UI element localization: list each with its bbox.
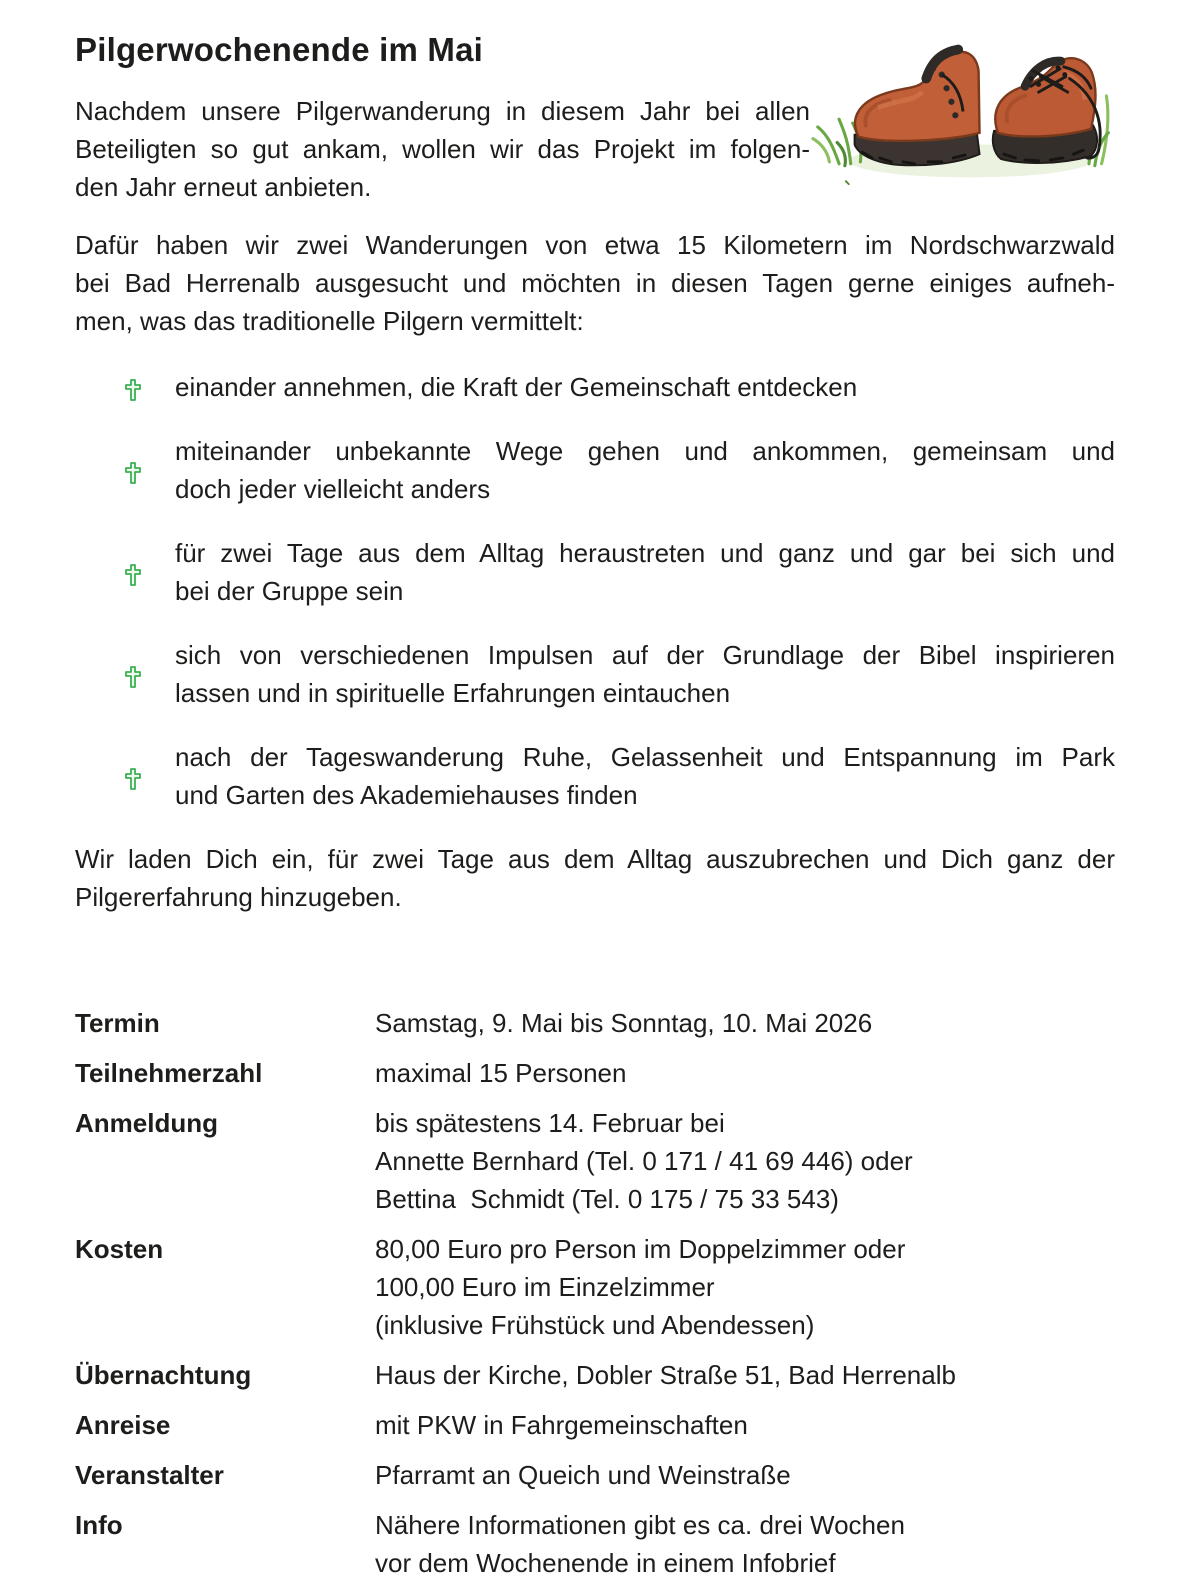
detail-label: Übernachtung: [75, 1360, 252, 1390]
detail-row: [75, 1004, 1115, 1042]
bullet-item: [75, 738, 1115, 814]
detail-row: [75, 1230, 1115, 1344]
detail-label: Anreise: [75, 1410, 171, 1440]
detail-label: Termin: [75, 1008, 160, 1038]
detail-value: mit PKW in Fahrgemeinschaften: [375, 1410, 748, 1440]
details-table: [75, 1004, 1115, 1582]
detail-value: Samstag, 9. Mai bis Sonntag, 10. Mai 2026: [375, 1008, 873, 1038]
detail-label: Anmeldung: [75, 1108, 218, 1138]
green-cross-icon: [125, 438, 141, 508]
detail-row: [75, 1054, 1115, 1092]
lead-paragraph: Dafür haben wir zwei Wanderungen von etwa 15 Kilometern im Nordschwarzwald bei Bad Herrenalb ausgesucht und möchten in diesen Tagen gerne einiges aufneh- men, was das traditionelle Pilgern vermittelt:: [75, 230, 1115, 336]
detail-row: [75, 1356, 1115, 1394]
detail-row: [75, 1104, 1115, 1218]
right-boot-body: [995, 58, 1095, 136]
header: [75, 24, 1115, 206]
detail-value: Haus der Kirche, Dobler Straße 51, Bad Herrenalb: [375, 1360, 956, 1390]
bullet-item: [75, 636, 1115, 712]
bullet-text: nach der Tageswanderung Ruhe, Gelassenheit und Entspannung im Park und Garten des Akademiehauses finden: [175, 742, 1115, 810]
green-cross-icon: [125, 744, 141, 814]
bullet-text: für zwei Tage aus dem Alltag heraustreten und ganz und gar bei sich und bei der Gruppe sein: [175, 538, 1115, 606]
left-boot: [855, 49, 980, 165]
detail-label: Teilnehmerzahl: [75, 1058, 263, 1088]
bullet-text: sich von verschiedenen Impulsen auf der Grundlage der Bibel inspirieren lassen und in spirituelle Erfahrungen eintauchen: [175, 640, 1115, 708]
detail-value: 80,00 Euro pro Person im Doppelzimmer oder 100,00 Euro im Einzelzimmer (inklusive Frühstück und Abendessen): [375, 1234, 906, 1340]
bullet-item: [75, 534, 1115, 610]
detail-value: maximal 15 Personen: [375, 1058, 627, 1088]
invitation-paragraph: Wir laden Dich ein, für zwei Tage aus dem Alltag auszubrechen und Dich ganz der Pilgererfahrung hinzugeben.: [75, 844, 1115, 912]
bullet-item: [75, 432, 1115, 508]
detail-row: [75, 1506, 1115, 1582]
bullet-text: einander annehmen, die Kraft der Gemeinschaft entdecken: [175, 372, 858, 402]
green-cross-icon: [125, 642, 141, 712]
intro-paragraph: Nachdem unsere Pilgerwanderung in diesem Jahr bei allen Beteiligten so gut ankam, wollen wir das Projekt im folgen- den Jahr erneut anbieten.: [75, 96, 810, 202]
bullet-list: [75, 368, 1115, 814]
green-cross-icon: [125, 540, 141, 610]
green-cross-icon: [125, 374, 141, 406]
hiking-boots-illustration: [810, 18, 1120, 203]
bullet-item: [75, 368, 1115, 406]
detail-label: Veranstalter: [75, 1460, 224, 1490]
header-text: [75, 24, 810, 206]
detail-label: Info: [75, 1510, 123, 1540]
detail-row: [75, 1456, 1115, 1494]
page-title: Pilgerwochenende im Mai: [75, 31, 484, 68]
detail-label: Kosten: [75, 1234, 164, 1264]
detail-value: Pfarramt an Queich und Weinstraße: [375, 1460, 791, 1490]
right-boot: [993, 58, 1100, 163]
detail-row: [75, 1406, 1115, 1444]
detail-value: Nähere Informationen gibt es ca. drei Wochen vor dem Wochenende in einem Infobrief: [375, 1510, 905, 1578]
bullet-text: miteinander unbekannte Wege gehen und ankommen, gemeinsam und doch jeder vielleicht anders: [175, 436, 1115, 504]
grass-left: [813, 119, 861, 184]
detail-value: bis spätestens 14. Februar bei Annette Bernhard (Tel. 0 171 / 41 69 446) oder Bettina Schmidt (Tel. 0 175 / 75 33 543): [375, 1108, 913, 1214]
